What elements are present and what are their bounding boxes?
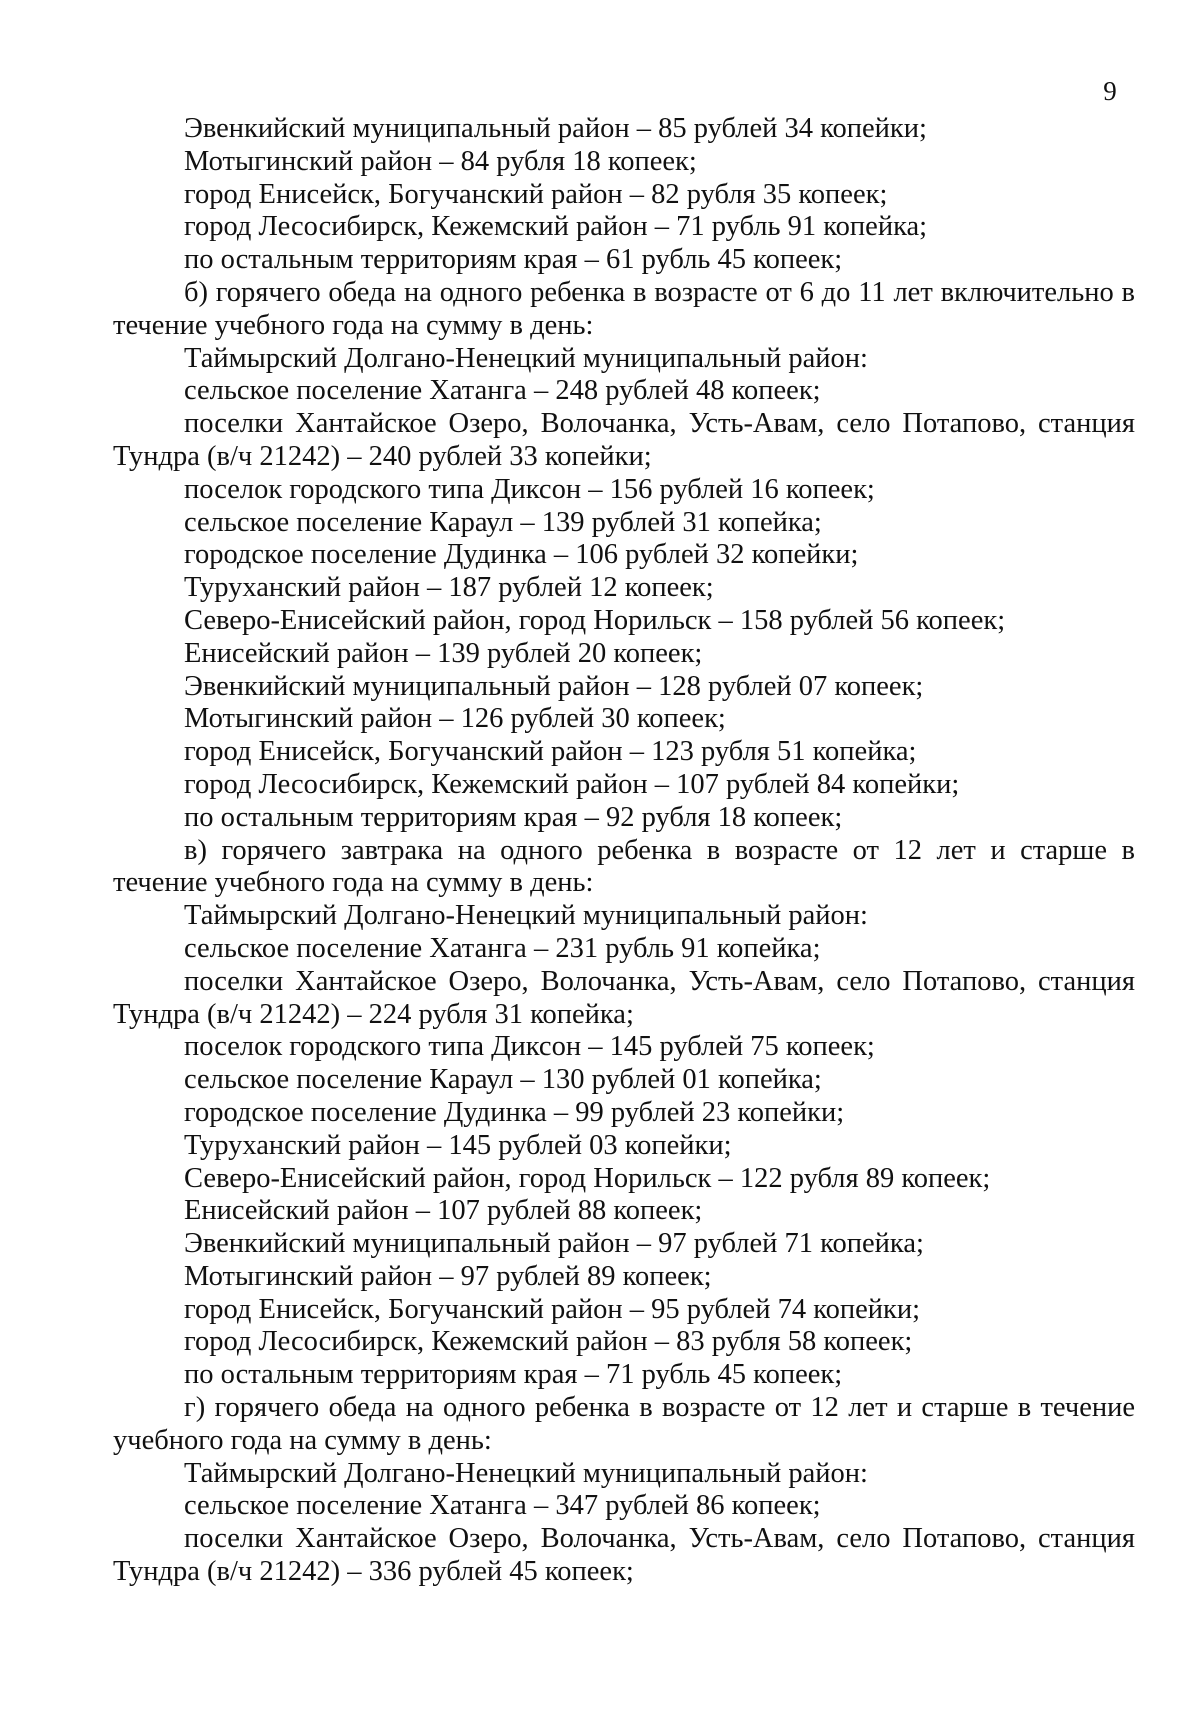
text-line: Эвенкийский муниципальный район – 128 рублей 07 копеек; [184, 670, 924, 702]
text-line: город Лесосибирск, Кежемский район – 83 рубля 58 копеек; [184, 1326, 913, 1358]
text-line: городское поселение Дудинка – 99 рублей 23 копейки; [184, 1096, 845, 1128]
text-line: городское поселение Дудинка – 106 рублей 32 копейки; [184, 539, 859, 571]
document-body [113, 113, 1135, 1589]
paragraph-g: г) горячего обеда на одного ребенка в возрасте от 12 лет и старше в течение учебного года на сумму в день: [113, 1392, 1135, 1456]
text-line: город Енисейск, Богучанский район – 82 рубля 35 копеек; [184, 178, 888, 210]
paragraph-b: б) горячего обеда на одного ребенка в возрасте от 6 до 11 лет включительно в течение учебного года на сумму в день: [113, 276, 1135, 341]
paragraph-settlements: поселки Хантайское Озеро, Волочанка, Усть-Авам, село Потапово, станция Тундра (в/ч 21242) – 336 рублей 45 копеек; [113, 1523, 1135, 1588]
text-line: Эвенкийский муниципальный район – 85 рублей 34 копейки; [184, 113, 927, 144]
text-line: по остальным территориям края – 71 рубль 45 копеек; [184, 1359, 843, 1391]
text-line: Северо-Енисейский район, город Норильск – 122 рубля 89 копеек; [184, 1162, 991, 1194]
text-line: Мотыгинский район – 97 рублей 89 копеек; [184, 1260, 712, 1292]
text-line: сельское поселение Хатанга – 231 рубль 91 копейка; [184, 932, 821, 964]
text-line: по остальным территориям края – 61 рубль 45 копеек; [184, 244, 843, 276]
paragraph-settlements: поселки Хантайское Озеро, Волочанка, Усть-Авам, село Потапово, станция Тундра (в/ч 21242) – 224 рубля 31 копейка; [113, 965, 1135, 1030]
text-line: Мотыгинский район – 126 рублей 30 копеек; [184, 703, 726, 735]
text-line: сельское поселение Караул – 139 рублей 31 копейка; [184, 506, 822, 538]
page-number: 9 [1103, 76, 1117, 106]
text-line: Таймырский Долгано-Ненецкий муниципальный район: [184, 342, 868, 374]
text-line: Эвенкийский муниципальный район – 97 рублей 71 копейка; [184, 1228, 924, 1260]
text-line: Туруханский район – 145 рублей 03 копейки; [184, 1129, 732, 1161]
text-line: Енисейский район – 139 рублей 20 копеек; [184, 637, 703, 669]
text-line: город Лесосибирск, Кежемский район – 71 рубль 91 копейка; [184, 211, 928, 243]
text-line: поселок городского типа Диксон – 156 рублей 16 копеек; [184, 473, 875, 505]
text-line: сельское поселение Хатанга – 248 рублей 48 копеек; [184, 375, 821, 407]
text-line: город Енисейск, Богучанский район – 123 рубля 51 копейка; [184, 736, 917, 768]
text-line: Северо-Енисейский район, город Норильск – 158 рублей 56 копеек; [184, 604, 1006, 636]
text-line: город Енисейск, Богучанский район – 95 рублей 74 копейки; [184, 1293, 921, 1325]
text-line: Мотыгинский район – 84 рубля 18 копеек; [184, 145, 697, 177]
text-line: поселок городского типа Диксон – 145 рублей 75 копеек; [184, 1031, 875, 1063]
text-line: Таймырский Долгано-Ненецкий муниципальный район: [184, 900, 868, 932]
paragraph-v: в) горячего завтрака на одного ребенка в возрасте от 12 лет и старше в течение учебного года на сумму в день: [113, 834, 1135, 899]
text-line: город Лесосибирск, Кежемский район – 107 рублей 84 копейки; [184, 768, 960, 800]
paragraph-settlements: поселки Хантайское Озеро, Волочанка, Усть-Авам, село Потапово, станция Тундра (в/ч 21242) – 240 рублей 33 копейки; [113, 408, 1135, 472]
text-line: Енисейский район – 107 рублей 88 копеек; [184, 1195, 703, 1227]
text-line: Туруханский район – 187 рублей 12 копеек; [184, 572, 714, 604]
text-line: по остальным территориям края – 92 рубля 18 копеек; [184, 801, 843, 833]
text-line: сельское поселение Хатанга – 347 рублей 86 копеек; [184, 1490, 821, 1522]
text-line: Таймырский Долгано-Ненецкий муниципальный район: [184, 1457, 868, 1489]
text-line: сельское поселение Караул – 130 рублей 01 копейка; [184, 1064, 822, 1096]
